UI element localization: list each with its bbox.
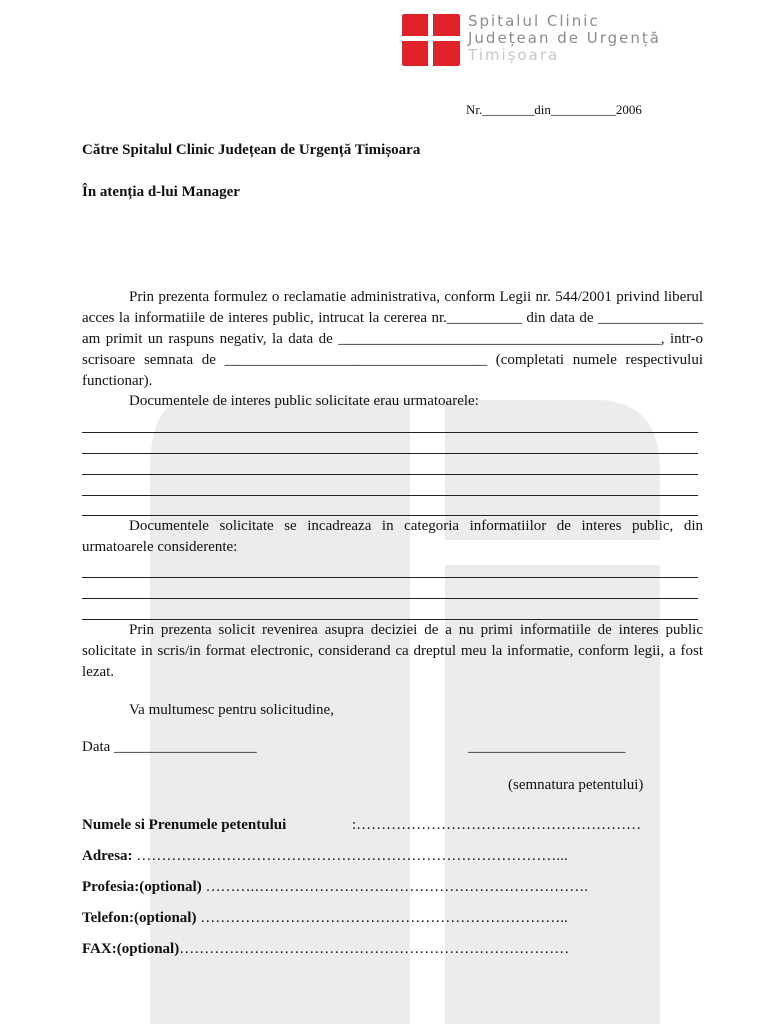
blank-line (82, 557, 698, 578)
signature-label: (semnatura petentului) (508, 777, 644, 793)
logo-line-2: Județean de Urgență (468, 29, 661, 47)
field-name-label: Numele si Prenumele petentului (82, 817, 287, 833)
field-phone (82, 910, 702, 941)
field-profession-label: Profesia:(optional) (82, 879, 202, 895)
field-name-dots: :………………………………………………… (352, 817, 642, 833)
paragraph-request: Prin prezenta solicit revenirea asupra deciziei de a nu primi informatiile de interes public solicitate in scris/in format electronic, considerand ca dreptul meu la informatie, conform legii, a fost lezat. (82, 622, 703, 680)
field-fax (82, 941, 702, 972)
field-fax-label: FAX:(optional) (82, 941, 180, 957)
field-name (82, 817, 702, 848)
hospital-logo-text (468, 13, 661, 64)
field-phone-label: Telefon:(optional) (82, 910, 197, 926)
signature-line: _____________________ (468, 739, 626, 755)
reasons-blank-lines (82, 557, 698, 620)
blank-line (82, 599, 698, 620)
blank-line (82, 433, 698, 454)
blank-line (82, 496, 698, 517)
blank-line (82, 454, 698, 475)
paragraph-documents-requested: Documentele de interes public solicitate erau urmatoarele: (129, 393, 479, 409)
blank-line (82, 475, 698, 496)
recipient-address: Către Spitalul Clinic Județean de Urgență Timișoara (82, 142, 421, 158)
field-profession (82, 879, 702, 910)
hospital-logo-icon (402, 14, 460, 66)
logo-line-3: Timișoara (468, 46, 560, 64)
attention-line: În atenția d-lui Manager (82, 184, 240, 200)
documents-blank-lines (82, 412, 698, 516)
paragraph-reasons: Documentele solicitate se incadreaza in categoria informatiilor de interes public, din urmatoarele considerente: (82, 518, 703, 555)
field-address-label: Adresa: (82, 848, 133, 864)
logo-line-1: Spitalul Clinic (468, 12, 600, 30)
date-line: Data ___________________ (82, 739, 257, 755)
petitioner-fields (82, 817, 702, 972)
closing-line: Va multumesc pentru solicitudine, (129, 702, 334, 718)
field-profession-dots: ……….…………………………………………………………. (201, 879, 588, 895)
field-address-dots: …………………………………………………………………………... (132, 848, 568, 864)
field-fax-dots: …………………………………………………………………… (179, 941, 570, 957)
paragraph-complaint: Prin prezenta formulez o reclamatie administrativa, conform Legii nr. 544/2001 privind liberul acces la informatiile de interes public, intrucat la cererea nr.__________ din data de ______________ am primit un raspuns negativ, la data de ___________________________________________, intr-o scrisoare semnata de ___________________________________ (completati numele respectivului functionar). (82, 289, 703, 389)
reference-number-line: Nr.________din__________2006 (466, 102, 642, 117)
blank-line (82, 578, 698, 599)
blank-line (82, 412, 698, 433)
field-phone-dots: ……………………………………………………………….. (196, 910, 568, 926)
field-address (82, 848, 702, 879)
